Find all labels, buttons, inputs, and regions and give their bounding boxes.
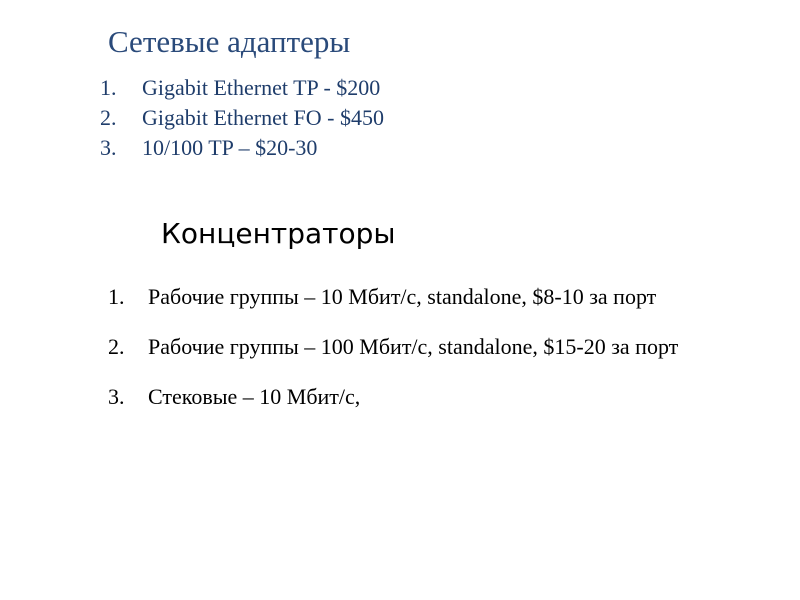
list-item-number: 3.: [100, 135, 117, 160]
list-item-number: 3.: [108, 384, 125, 409]
adapters-list-item: [100, 73, 384, 103]
list-item-number: 1.: [108, 284, 125, 309]
list-item-text: Рабочие группы – 100 Мбит/с, standalone, $15-20 за порт: [148, 334, 679, 359]
adapters-list: [100, 73, 384, 163]
list-item-number: 1.: [100, 75, 117, 100]
hubs-title: Концентраторы: [161, 217, 396, 250]
list-item-text: Стековые – 10 Мбит/с,: [148, 384, 361, 409]
hubs-list-item: [108, 333, 748, 361]
adapters-title: Сетевые адаптеры: [108, 24, 351, 59]
list-item-number: 2.: [100, 105, 117, 130]
list-item-text: Gigabit Ethernet FO - $450: [142, 105, 384, 130]
list-item-text: Gigabit Ethernet TP - $200: [142, 75, 381, 100]
list-item-text: 10/100 TP – $20-30: [142, 135, 318, 160]
list-item-number: 2.: [108, 334, 125, 359]
hubs-list-item: [108, 283, 748, 311]
hubs-list-item: [108, 383, 748, 411]
adapters-list-item: [100, 103, 384, 133]
hubs-list: [108, 283, 748, 433]
list-item-text: Рабочие группы – 10 Мбит/с, standalone, $8-10 за порт: [148, 284, 657, 309]
adapters-list-item: [100, 133, 384, 163]
